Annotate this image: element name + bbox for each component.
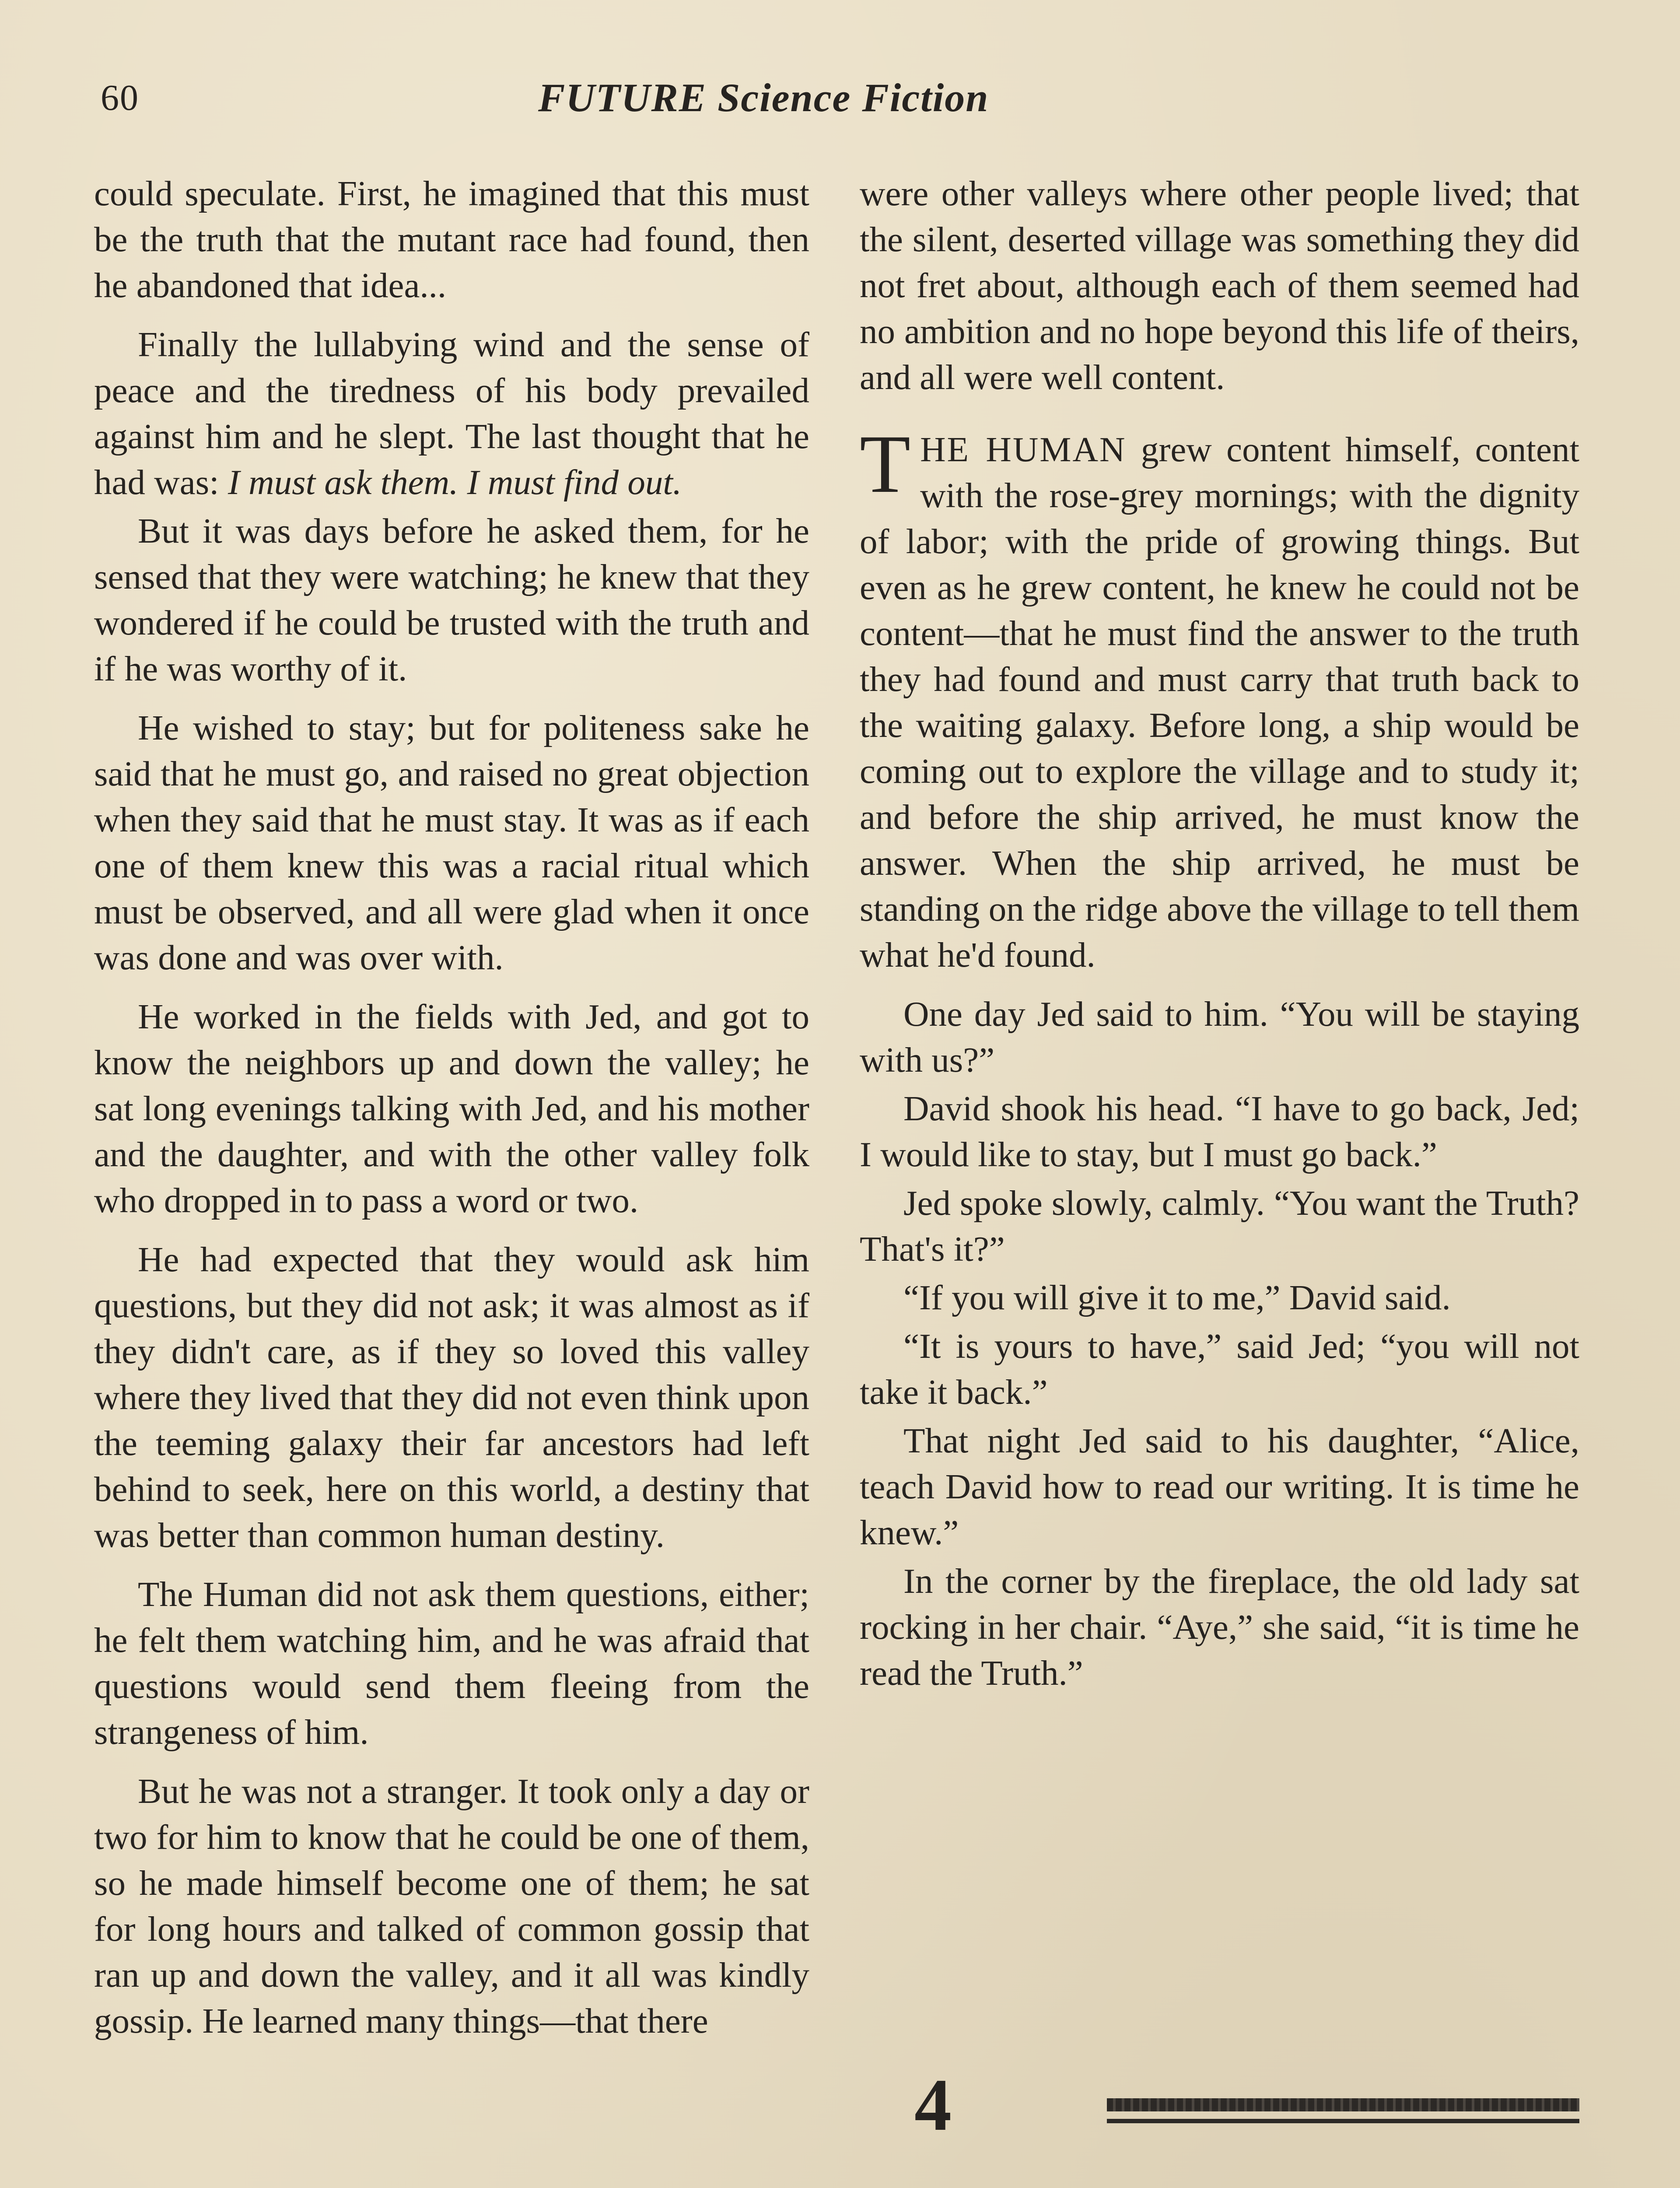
paragraph: The Human did not ask them questions, either; he felt them watching him, and he was afraid that questions would send them fleeing from the strangeness of him. [94, 1574, 809, 1752]
paragraph: David shook his head. “I have to go back, Jed; I would like to stay, but I must go back.” [860, 1089, 1579, 1174]
paragraph-text: grew content himself, content with the rose-grey mornings; with the dignity of labor; with the pride of growing things. But even as he grew content, he knew he could not be content—that he must find the answer to the truth they had found and must carry that truth back to the waiting galaxy. Before long, a ship would be coming out to explore the village and to study it; and before the ship arrived, he must know the answer. When the ship arrived, he must be standing on the ridge above the village to tell them what he'd found. [860, 430, 1579, 975]
drop-cap: T [860, 418, 911, 510]
paragraph: Jed spoke slowly, calmly. “You want the Truth? That's it?” [860, 1183, 1579, 1269]
page-number: 60 [101, 77, 139, 118]
paragraph-text: Finally the lullabying wind and the sense of peace and the tiredness of his body prevailed against him and he slept. The last thought that he had was: [94, 325, 809, 502]
paragraph: “It is yours to have,” said Jed; “you will not take it back.” [860, 1326, 1579, 1412]
paragraph: But it was days before he asked them, for he sensed that they were watching; he knew that they wondered if he could be trusted with the truth and if he was worthy of it. [94, 511, 809, 688]
small-caps-lead: HE HUMAN [920, 430, 1127, 469]
section-rule-thin [1107, 2119, 1579, 2123]
paragraph: He worked in the fields with Jed, and got to know the neighbors up and down the valley; he sat long evenings talking with Jed, and his mother and the daughter, and with the other valley folk who dropped in to pass a word or two. [94, 997, 809, 1220]
paragraph: were other valleys where other people lived; that the silent, deserted village was something they did not fret about, although each of them seemed had no ambition and no hope beyond this life of theirs, and all were well content. [860, 174, 1579, 397]
section-number: 4 [914, 2064, 952, 2146]
left-column [94, 171, 809, 2057]
paragraph: “If you will give it to me,” David said. [903, 1278, 1451, 1317]
running-head: FUTURE Science Fiction [538, 75, 989, 120]
paragraph: He wished to stay; but for politeness sake he said that he must go, and raised no great objection when they said that he must stay. It was as if each one of them knew this was a racial ritual which must be observed, and all were glad when it once was done and was over with. [94, 708, 809, 977]
right-column [860, 171, 1579, 1699]
paragraph: But he was not a stranger. It took only a day or two for him to know that he could be one of them, so he made himself become one of them; he sat for long hours and talked of common gossip that ran up and down the valley, and it all was kindly gossip. He learned many things—that there [94, 1771, 809, 2041]
paragraph: He had expected that they would ask him questions, but they did not ask; it was almost as if they didn't care, as if they so loved this valley where they lived that they did not even think upon the teeming galaxy their far ancestors had left behind to seek, here on this world, a destiny that was better than common human destiny. [94, 1240, 809, 1555]
paragraph: One day Jed said to him. “You will be staying with us?” [860, 994, 1579, 1080]
paragraph-dropcap [860, 418, 1579, 978]
italic-thought: I must ask them. I must find out. [228, 463, 682, 502]
paragraph [94, 322, 809, 505]
paragraph: That night Jed said to his daughter, “Alice, teach David how to read our writing. It is time he knew.” [860, 1421, 1579, 1552]
paragraph: could speculate. First, he imagined that this must be the truth that the mutant race had found, then he abandoned that idea... [94, 174, 809, 305]
section-rule-thick [1107, 2098, 1579, 2111]
section-break [914, 2064, 1579, 2146]
paragraph: In the corner by the fireplace, the old lady sat rocking in her chair. “Aye,” she said, “it is time he read the Truth.” [860, 1561, 1579, 1693]
